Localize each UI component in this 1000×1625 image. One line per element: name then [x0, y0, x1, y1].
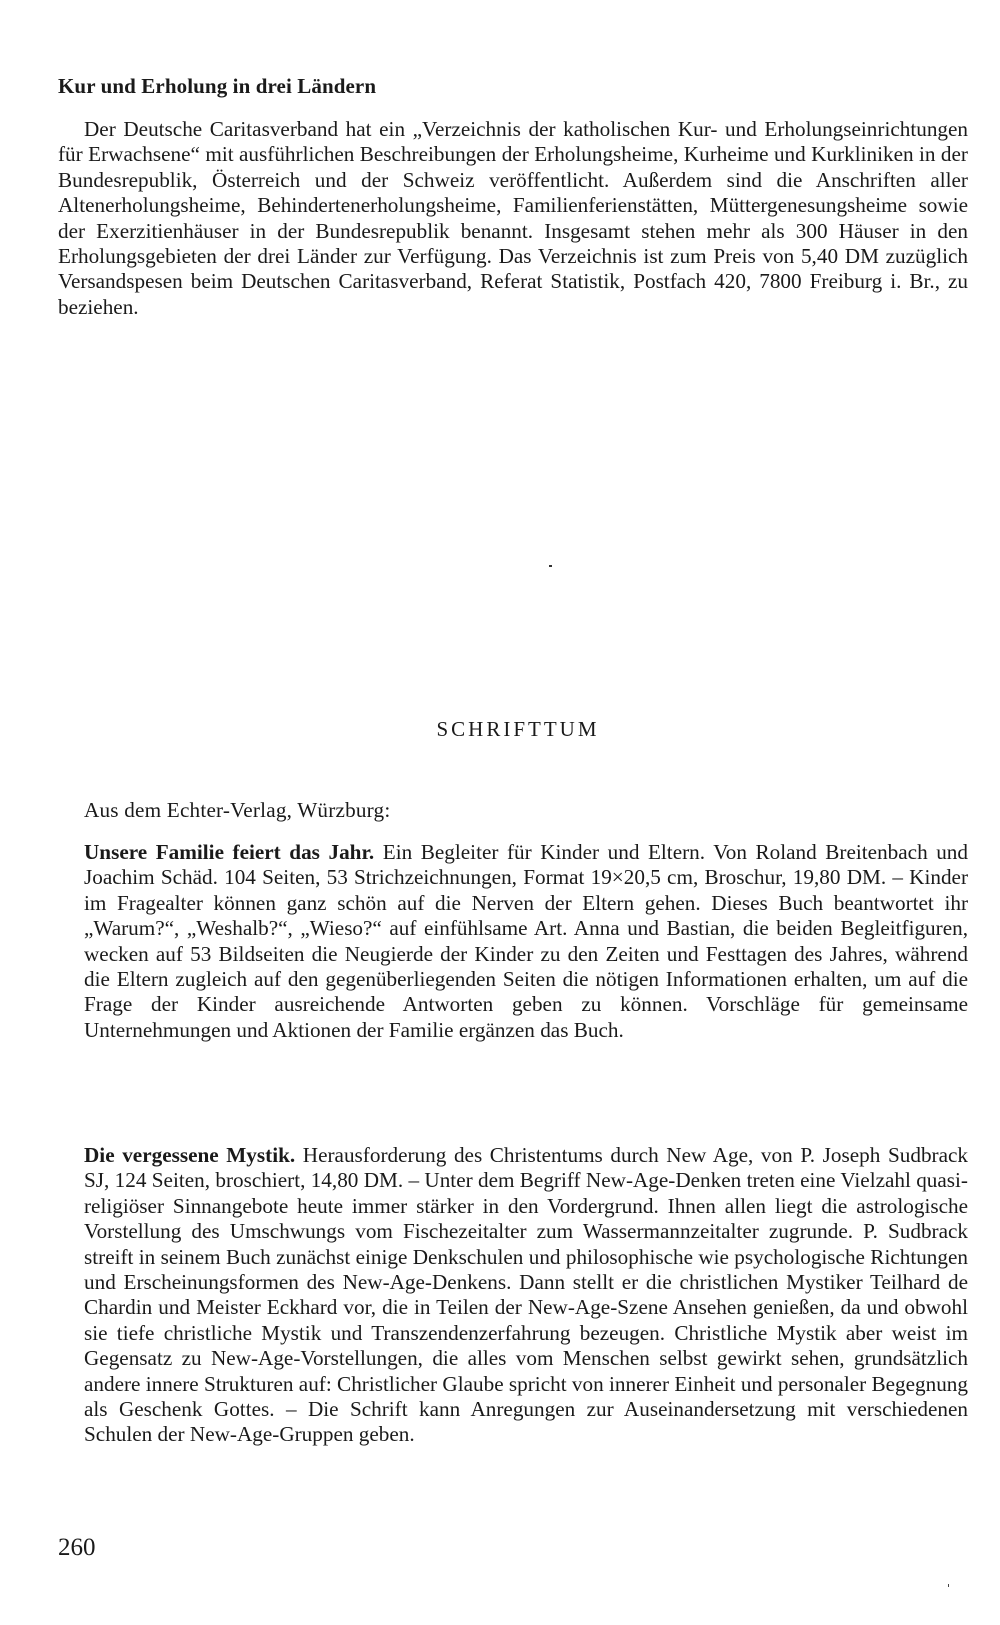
page-number: 260 — [58, 1534, 96, 1561]
stray-mark — [549, 565, 552, 567]
publisher-line: Aus dem Echter-Verlag, Würzburg: — [84, 798, 391, 822]
article-heading: Kur und Erholung in drei Ländern — [58, 74, 377, 98]
review-entry — [84, 840, 968, 1043]
review-text: Ein Begleiter für Kinder und Eltern. Von Roland Breitenbach und Joachim Schäd. 104 Seiten, 53 Strichzeichnungen, Format 19×20,5 cm, Broschur, 19,80 DM. – Kinder im Fragealter können ganz schön auf die Nerven der Eltern gehen. Dieses Buch beantwortet ihr „Warum?“, „Weshalb?“, „Wieso?“ auf einfühlsame Art. Anna und Bastian, die beiden Begleitfiguren, wecken auf 53 Bildseiten die Neugierde der Kinder zu den Zeiten und Festtagen des Jahres, während die Eltern zugleich auf den gegenüberliegenden Seiten die nötigen Informationen erhalten, um auf die Frage der Kinder ausreichende Antworten geben zu können. Vorschläge für gemeinsame Unternehmungen und Aktionen der Familie ergänzen das Buch. — [84, 840, 968, 1042]
stray-mark — [948, 1584, 949, 1587]
article-body — [58, 117, 968, 320]
article-body-text: Der Deutsche Caritasverband hat ein „Verzeichnis der katholischen Kur- und Erholungseinrichtungen für Erwachsene“ mit ausführlichen Beschreibungen der Erholungsheime, Kurheime und Kurkliniken in der Bundesrepublik, Österreich und der Schweiz veröffentlicht. Außerdem sind die Anschriften aller Altenerholungsheime, Behindertenerholungsheime, Familienferienstätten, Müttergenesungsheime sowie der Exerzitienhäuser in der Bundesrepublik benannt. Insgesamt stehen mehr als 300 Häuser in den Erholungsgebieten der drei Länder zur Verfügung. Das Verzeichnis ist zum Preis von 5,40 DM zuzüglich Versandspesen beim Deutschen Caritasverband, Referat Statistik, Postfach 420, 7800 Freiburg i. Br., zu beziehen. — [58, 117, 968, 319]
review-book-title: Unsere Familie feiert das Jahr. — [84, 840, 375, 864]
review-text: Herausforderung des Christentums durch New Age, von P. Joseph Sudbrack SJ, 124 Seiten, broschiert, 14,80 DM. – Unter dem Begriff New-Age-Denken treten eine Vielzahl quasi-religiöser Sinnangebote heute immer stärker in den Vordergrund. Ihnen allen liegt die astrologische Vorstellung des Umschwungs vom Fischezeitalter zum Wassermannzeitalter zugrunde. P. Sudbrack streift in seinem Buch zunächst einige Denkschulen und philosophische wie psychologische Richtungen und Erscheinungsformen des New-Age-Denkens. Dann stellt er die christlichen Mystiker Teilhard de Chardin und Meister Eckhard vor, die in Teilen der New-Age-Szene Ansehen genießen, da und obwohl sie tiefe christliche Mystik und Transzendenzerfahrung bezeugen. Christliche Mystik aber weist im Gegensatz zu New-Age-Vorstellungen, die alles vom Menschen selbst gewirkt sehen, grundsätzlich andere innere Strukturen auf: Christlicher Glaube spricht von innerer Einheit und personaler Begegnung als Geschenk Gottes. – Die Schrift kann Anregungen zur Auseinandersetzung mit verschiedenen Schulen der New-Age-Gruppen geben. — [84, 1143, 968, 1447]
review-book-title: Die vergessene Mystik. — [84, 1143, 296, 1167]
review-entry — [84, 1143, 968, 1448]
section-title: SCHRIFTTUM — [436, 717, 600, 741]
